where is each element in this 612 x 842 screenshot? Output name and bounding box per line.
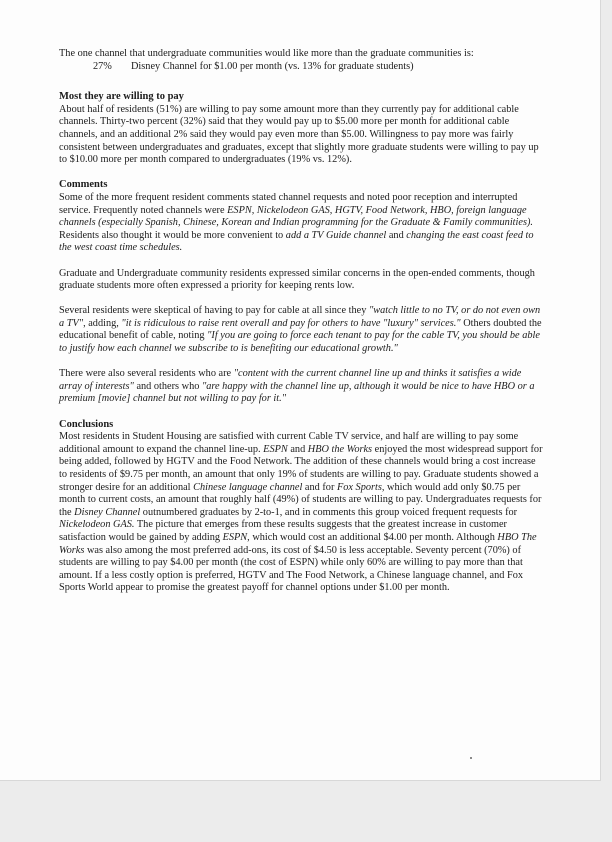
comments-paragraph-3 bbox=[59, 305, 546, 355]
conclusions-disney: Disney Channel bbox=[74, 506, 141, 518]
conclusions-text-o: which would cost an additional $4.00 per month. Although bbox=[249, 531, 498, 543]
conclusions-text-i: which would add only $0.75 per month to current costs, an amount that roughly half (49%) of students are willing to pay. Undergraduates requests for the bbox=[59, 481, 542, 518]
conclusions-espn-2: ESPN, bbox=[222, 531, 250, 543]
comments-p3-adding: , adding, bbox=[83, 317, 122, 329]
comments-p1-text-2: Residents also thought it would be more convenient to bbox=[59, 229, 286, 241]
document-body bbox=[59, 48, 546, 595]
comments-heading: Comments bbox=[59, 179, 108, 191]
willing-heading: Most they are willing to pay bbox=[59, 91, 184, 103]
comments-p1-feed: changing the east coast feed to the west coast time schedules. bbox=[59, 229, 534, 254]
comments-p1-channels: ESPN, Nickelodeon GAS, HGTV, Food Network, HBO, foreign language channels (especially Spanish, Chinese, Korean and Indian programming for the Graduate & Family communities). bbox=[59, 204, 533, 229]
conclusions-hbo-works-2: HBO The Works bbox=[59, 531, 537, 556]
conclusions-text-g: and for bbox=[302, 481, 337, 493]
conclusions-espn: ESPN bbox=[263, 443, 288, 455]
conclusions-chinese-channel: Chinese language channel bbox=[193, 481, 303, 493]
conclusions-text-c: and bbox=[287, 443, 308, 455]
intro-stat-line bbox=[93, 61, 546, 74]
comments-paragraph-4 bbox=[59, 368, 546, 406]
comments-p1-tv-guide: add a TV Guide channel bbox=[285, 229, 387, 241]
comments-p4-quote-2: "are happy with the channel line up, although it would be nice to have HBO or a premium [movie] channel but not willing to pay for it." bbox=[59, 380, 535, 405]
conclusions-text-e: enjoyed the most widespread support for being added, followed by HGTV and the Food Network. The addition of these channels would bring a cost increase to residents of $9.75 per month, an amount that only 19% of students are willing to pay. Graduate students showed a stronger desire for an additional bbox=[59, 443, 543, 493]
comments-p3-text-2: Others doubted the educational benefit of cable, noting bbox=[59, 317, 542, 342]
comments-paragraph-2: Graduate and Undergraduate community residents expressed similar concerns in the open-ended comments, though graduate students more often expressed a priority for keeping rents low. bbox=[59, 267, 535, 292]
comments-p4-quote-1: "content with the current channel line up and thinks it satisfies a wide array of interests" bbox=[59, 368, 522, 392]
comments-p3-quote-3: "If you are going to force each tenant to pay for the cable TV, you should be able to justify how each channel we subscribe to is benefiting our educational growth." bbox=[59, 330, 540, 355]
comments-p4-text-2: and others who bbox=[133, 380, 202, 392]
conclusions-paragraph bbox=[59, 431, 546, 595]
conclusions-text-a: Most residents in Student Housing are satisfied with current Cable TV service, and half are willing to pay some additional amount to expand the channel line-up. bbox=[59, 431, 519, 455]
comments-p1-text: Some of the more frequent resident comments stated channel requests and noted poor reception and interrupted service. Frequently noted channels were bbox=[59, 191, 518, 216]
comments-p4-text: There were also several residents who are bbox=[59, 368, 234, 380]
scan-speck bbox=[470, 757, 472, 759]
conclusions-text-k: outnumbered graduates by 2-to-1, and in comments this group voiced frequent requests for bbox=[140, 506, 518, 518]
comments-p3-text: Several residents were skeptical of having to pay for cable at all since they bbox=[59, 305, 369, 317]
willing-paragraph: About half of residents (51%) are willing to pay some amount more than they currently pay for additional cable channels. Thirty-two percent (32%) said that they would pay up to $5.00 more per month for additional cable channels, and an additional 2% said they would pay even more than $5.00. Willingness to pay more was fairly consistent between undergraduates and graduates, except that slightly more graduate students were willing to pay up to $10.00 more per month compared to undergraduates (19% vs. 12%). bbox=[59, 103, 539, 166]
comments-paragraph-1 bbox=[59, 192, 546, 255]
intro-stat-text: Disney Channel for $1.00 per month (vs. 13% for graduate students) bbox=[131, 60, 414, 72]
conclusions-hbo-works: HBO the Works bbox=[307, 443, 373, 455]
comments-p3-quote-2: "it is ridiculous to raise rent overall and pay for others to have "luxury" services." bbox=[121, 317, 461, 329]
comments-p3-quote-1: "watch little to no TV, or do not even own a TV" bbox=[59, 305, 541, 329]
conclusions-text-q: was also among the most preferred add-ons, its cost of $4.50 is less acceptable. Seventy percent (70%) of students are willing to pay $4.00 per month (the cost of ESPN) while only 60% are willing to pay more than that amount. If a less costly option is preferred, HGTV and The Food Network, a Chinese language channel, and Fox Sports World appear to promise the greatest payoff for channel options under $1.00 per month. bbox=[59, 544, 524, 594]
comments-p1-and: and bbox=[386, 229, 407, 241]
conclusions-fox-sports: Fox Sports, bbox=[336, 481, 385, 493]
conclusions-nickelodeon: Nickelodeon GAS. bbox=[59, 519, 135, 531]
intro-sentence: The one channel that undergraduate communities would like more than the graduate communities is: bbox=[59, 48, 474, 59]
intro-stat-percent: 27% bbox=[93, 60, 112, 72]
conclusions-heading: Conclusions bbox=[59, 418, 114, 430]
conclusions-text-m: The picture that emerges from these results suggests that the greatest increase in customer satisfaction would be gained by adding bbox=[59, 519, 507, 543]
